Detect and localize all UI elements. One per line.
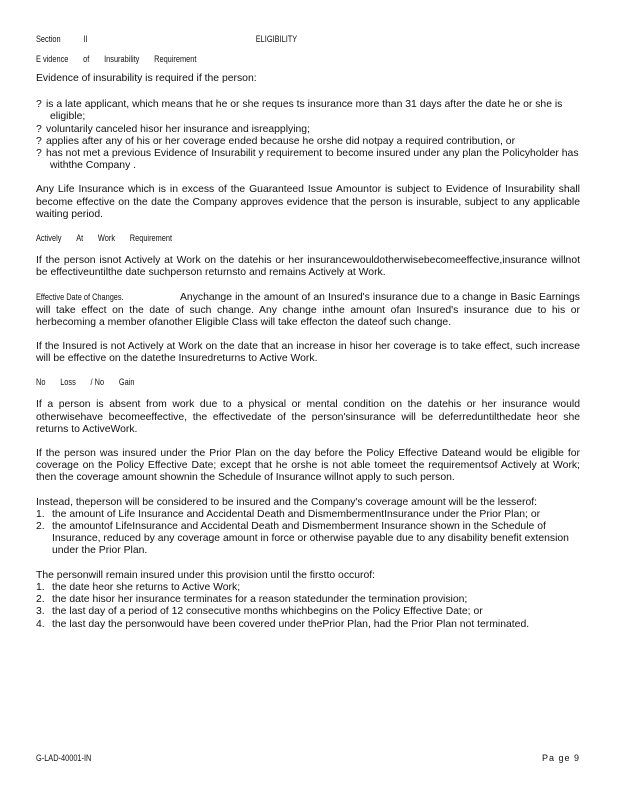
section-header (36, 34, 577, 50)
section-number: II (83, 34, 88, 44)
heading-evidence-of-insurability: E vidence of Insurability Requirement (36, 54, 197, 64)
until-item: 1. the date heor she returns to Active Work; (36, 581, 241, 593)
lesser-of-item: 1. the amount of Life Insurance and Accidental Death and DismembermentInsurance under the Prior Plan; or (36, 508, 541, 520)
document-id: G-LAD-40001-IN (36, 753, 92, 763)
insured-increase-paragraph: If the Insured is not Actively at Work on the date that an increase in hisor her coverage is to take effect, such increase will be effective on the datethe Insuredreturns to Active Work. (36, 341, 580, 365)
until-item: 2. the date hisor her insurance terminates for a reason statedunder the termination provision; (36, 594, 468, 606)
instead-paragraph: Instead, theperson will be considered to be insured and the Company's coverage amount will be the lesserof: (36, 496, 538, 508)
until-item: 3. the last day of a period of 12 consecutive months whichbegins on the Policy Effective Date; or (36, 606, 483, 618)
evidence-bullet-list (36, 99, 580, 172)
bullet-item: ? has not met a previous Evidence of Insurabilit y requirement to become insured under any plan the Policyholder has withthe Company . (36, 148, 579, 172)
intro-paragraph: Evidence of insurability is required if the person: (36, 73, 257, 84)
bullet-item: ? voluntarily canceled hisor her insurance and isreapplying; (36, 123, 310, 135)
heading-actively-at-work: Actively At Work Requirement (36, 233, 173, 244)
until-item: 4. the last day the personwould have been covered under thePrior Plan, had the Prior Plan not terminated. (36, 618, 530, 630)
remain-insured-paragraph: The personwill remain insured under this provision until the firstto occurof: (36, 569, 376, 581)
actively-at-work-paragraph: If the person isnot Actively at Work on the datehis or her insurancewouldotherwisebecomeeffective,insurance willnot be effectiveuntilthe date suchperson returnsto and remains Actively at Work. (36, 255, 580, 279)
prior-plan-paragraph: If the person was insured under the Prior Plan on the day before the Policy Effective Dateand would be eligible for coverage on the Policy Effective Date; except that he orshe is not able tomeet the requirementsof Actively at Work; then the coverage amount shownin the Schedule of Insurance willnot apply to such person. (36, 448, 580, 484)
absent-from-work-paragraph: If a person is absent from work due to a physical or mental condition on the datehis or her insurance would otherwisehave becomeeffective, the effectivedate of the person'sinsurance will be deferreduntilthedate heor she returns to ActiveWork. (36, 399, 580, 435)
life-insurance-paragraph: Any Life Insurance which is in excess of the Guaranteed Issue Amountor is subject to Evidence of Insurability shall become effective on the date the Company approves evidence that the person is insurable, subject to any applicable waiting period. (36, 184, 580, 220)
effective-date-paragraph: Effective Date of Changes. Anychange in the amount of an Insured's insurance due to a change in Basic Earnings will take effect on the date of such change. Any change inthe amount ofan Insured's insurance due to his or herbecoming a member ofanother Eligible Class will take effecton the dateof such change. (36, 292, 580, 328)
bullet-item: ? applies after any of his or her coverage ended because he orshe did notpay a required contribution, or (36, 135, 516, 147)
heading-effective-date-of-changes: Effective Date of Changes. (36, 292, 124, 303)
bullet-item: ? is a late applicant, which means that he or she reques ts insurance more than 31 days after the date he or she is eligible; (36, 99, 563, 123)
page-number: Pa ge 9 (541, 753, 580, 763)
section-title: ELIGIBILITY (255, 34, 298, 44)
heading-no-loss-no-gain: No Loss / No Gain (36, 377, 135, 388)
section-label: Section (36, 34, 61, 44)
lesser-of-item: 2. the amountof LifeInsurance and Accidental Death and Dismemberment Insurance shown in the Schedule of Insurance, reduced by any coverage amount in force or otherwise payable due to any disability benefit extension under the Prior Plan. (36, 521, 569, 557)
